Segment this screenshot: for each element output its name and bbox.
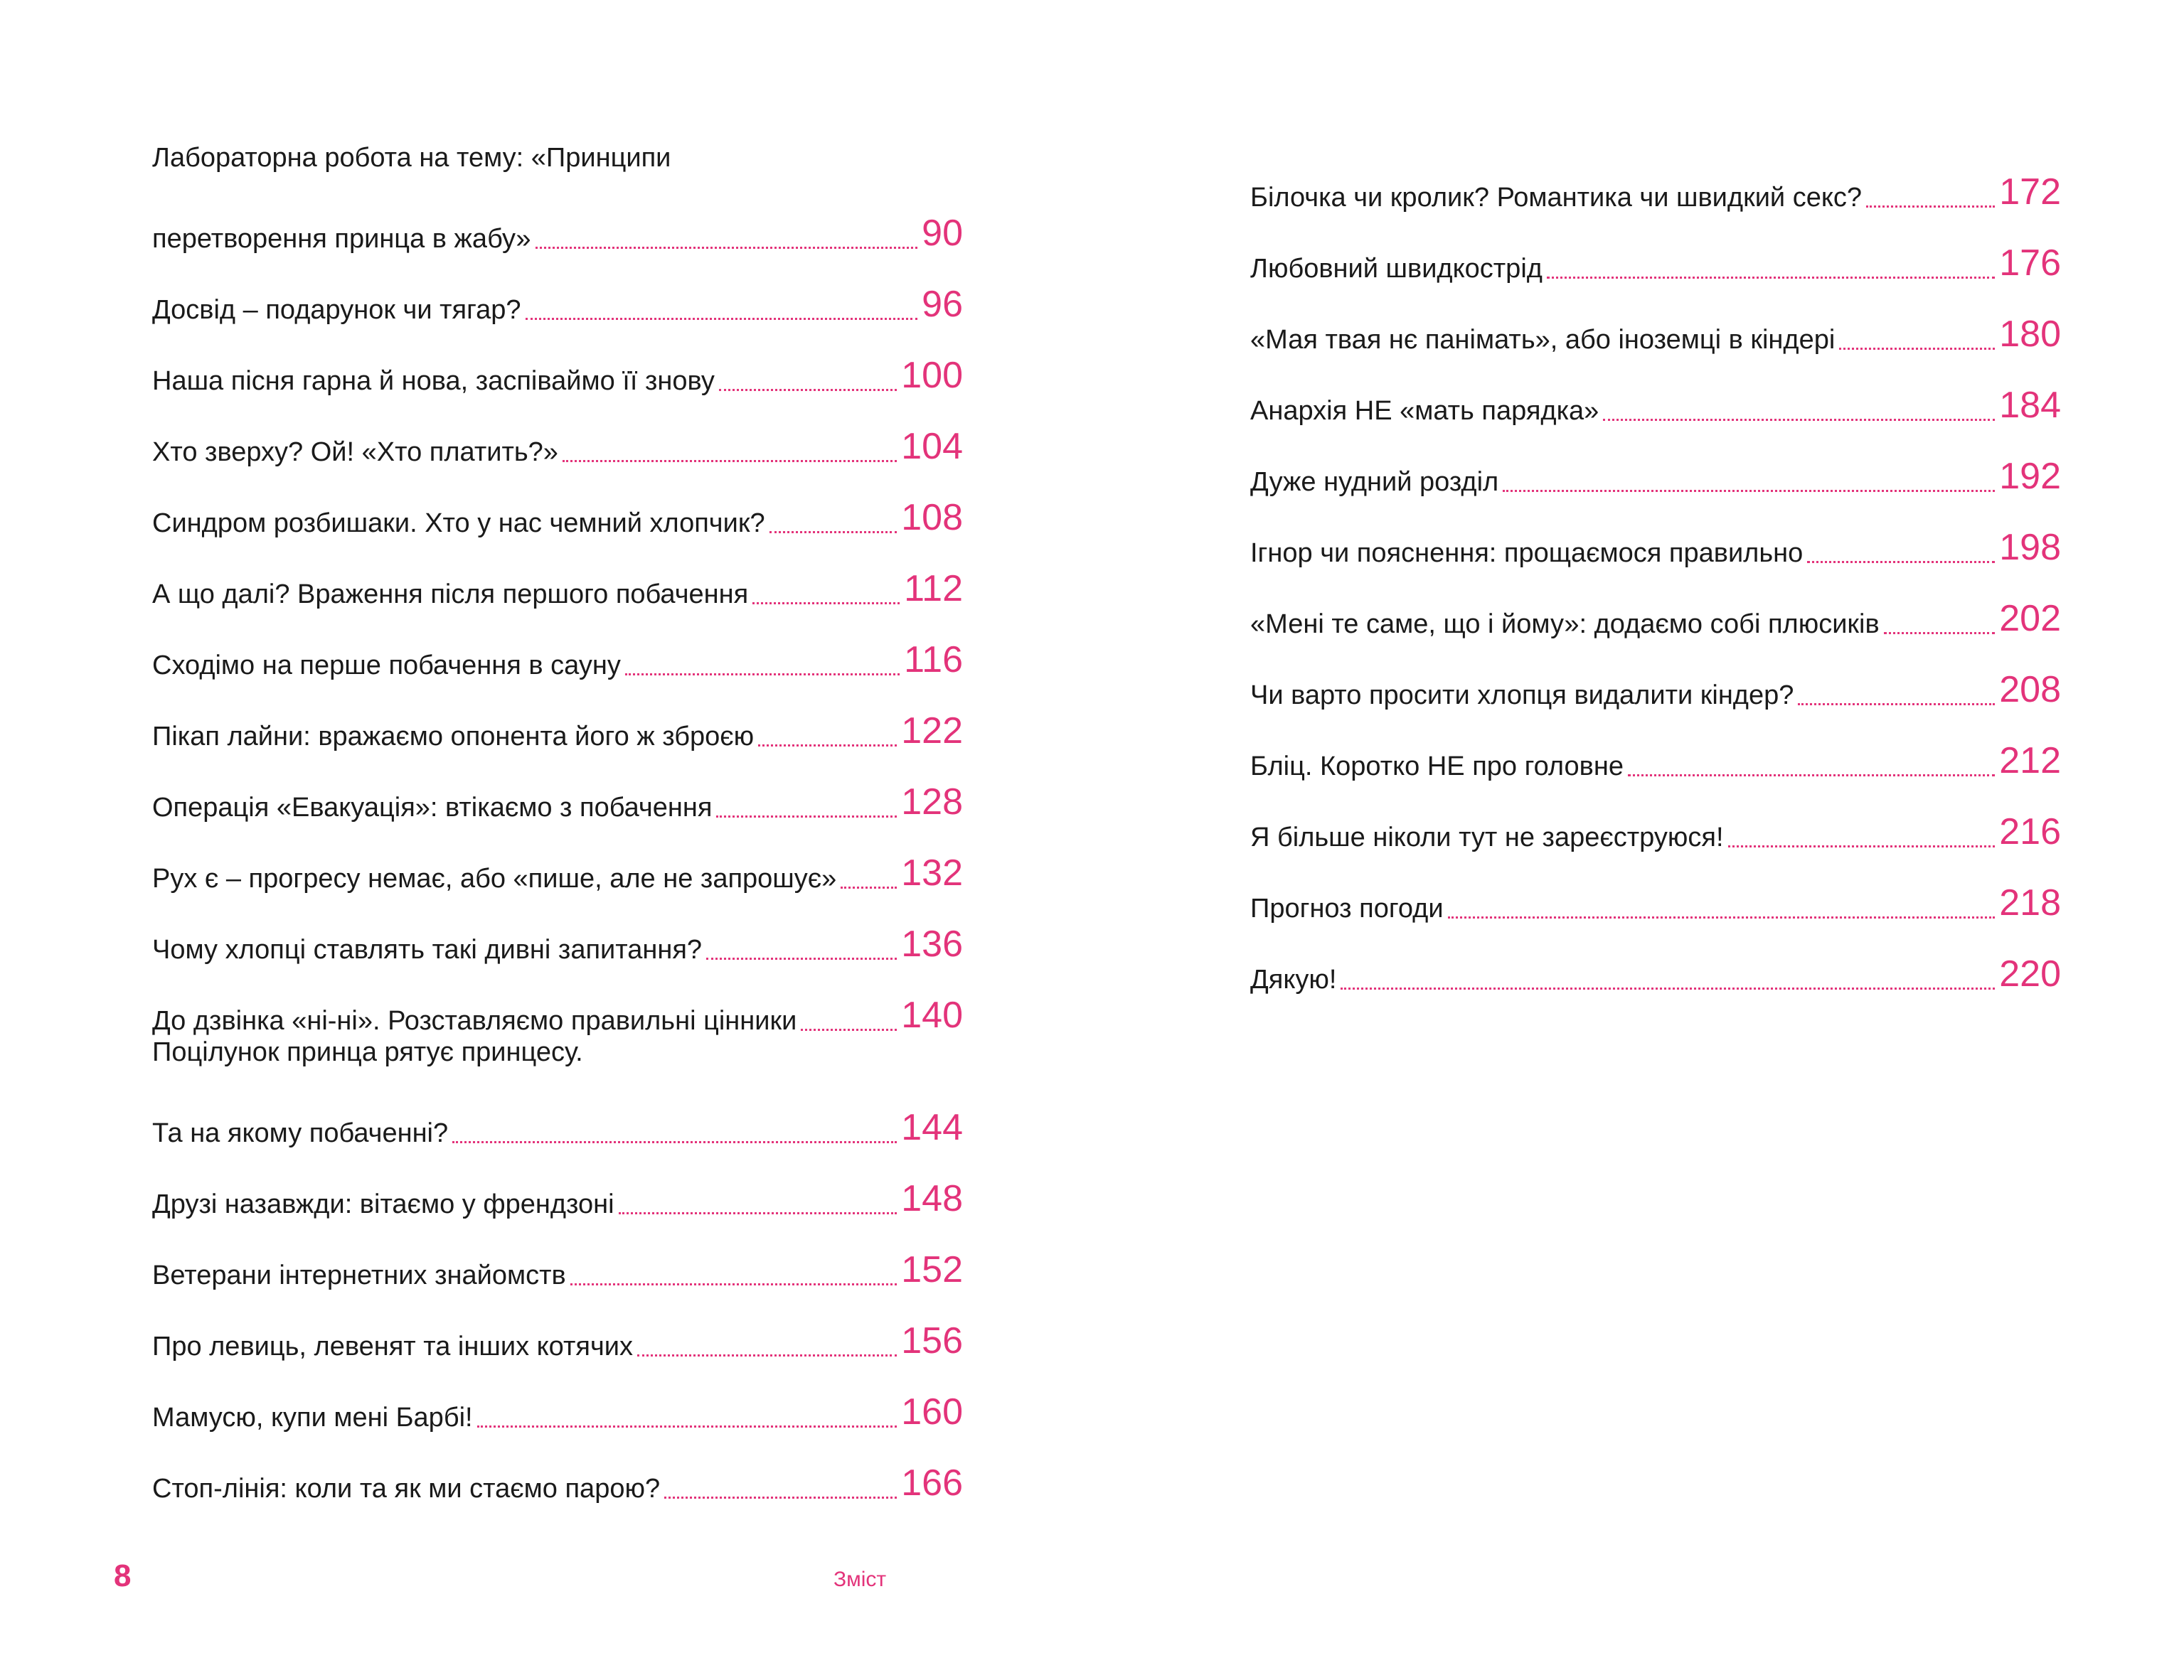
toc-entry[interactable] xyxy=(152,1433,963,1504)
toc-row xyxy=(152,1460,963,1504)
toc-row xyxy=(152,566,963,610)
toc-row xyxy=(152,779,963,823)
toc-entry[interactable] xyxy=(152,752,963,823)
toc-row xyxy=(152,637,963,681)
toc-entry[interactable] xyxy=(1250,853,2061,924)
toc-entry[interactable] xyxy=(152,894,963,965)
toc-entry-title: Я більше ніколи тут не зареєструюся! xyxy=(1250,823,1724,852)
toc-entry-page: 144 xyxy=(901,1107,963,1148)
toc-entry-title: Та на якому побаченні? xyxy=(152,1118,449,1148)
toc-entry-page: 184 xyxy=(1999,385,2061,426)
dotted-leader xyxy=(758,744,897,747)
toc-entry-title: Анархія НЕ «мать парядка» xyxy=(1250,396,1599,426)
toc-entry-title: А що далі? Враження після першого побачення xyxy=(152,579,749,609)
toc-entry-page: 160 xyxy=(901,1391,963,1433)
toc-entry-page: 96 xyxy=(922,284,963,325)
toc-entry-title: Прогноз погоди xyxy=(1250,894,1444,924)
toc-entry-title: Чому хлопці ставлять такі дивні запитання? xyxy=(152,935,703,965)
dotted-leader xyxy=(1866,205,1995,208)
toc-row xyxy=(152,1389,963,1433)
dotted-leader xyxy=(752,602,900,604)
dotted-leader xyxy=(563,460,897,462)
toc-entry-page: 220 xyxy=(1999,953,2061,995)
toc-entry-page: 128 xyxy=(901,781,963,823)
page-number: 8 xyxy=(114,1558,132,1593)
toc-entry[interactable] xyxy=(152,468,963,539)
dotted-leader xyxy=(1503,490,1995,492)
dotted-leader xyxy=(1341,988,1995,990)
toc-entry-page: 176 xyxy=(1999,242,2061,284)
toc-row xyxy=(1250,596,2061,640)
toc-entry-page: 152 xyxy=(901,1249,963,1290)
toc-entry-title: Стоп-лінія: коли та як ми стаємо парою? xyxy=(152,1474,661,1504)
toc-row xyxy=(1250,311,2061,355)
toc-entry-page: 212 xyxy=(1999,740,2061,781)
dotted-leader xyxy=(716,815,897,818)
dotted-leader xyxy=(1547,277,1995,279)
toc-entry-title-line1: Поцілунок принца рятує принцесу. xyxy=(152,1037,583,1067)
toc-row xyxy=(1250,951,2061,995)
toc-entry-page: 218 xyxy=(1999,882,2061,924)
toc-entry[interactable] xyxy=(152,397,963,468)
toc-entry[interactable] xyxy=(152,255,963,326)
toc-column-left xyxy=(152,142,963,1504)
dotted-leader xyxy=(1884,632,1996,634)
toc-row xyxy=(152,495,963,539)
dotted-leader xyxy=(625,673,900,675)
toc-entry-page: 166 xyxy=(901,1462,963,1504)
toc-row xyxy=(1250,240,2061,284)
toc-entry-title: перетворення принца в жабу» xyxy=(152,224,531,254)
toc-row xyxy=(152,353,963,397)
toc-row xyxy=(152,921,963,965)
dotted-leader xyxy=(570,1283,897,1285)
dotted-leader xyxy=(1807,561,1995,563)
toc-entry[interactable] xyxy=(152,1037,963,1149)
toc-entry-title: Рух є – прогресу немає, або «пише, але не запрошує» xyxy=(152,864,837,894)
toc-entry-title: Про левиць, левенят та інших котячих xyxy=(152,1332,633,1361)
running-title: Зміст xyxy=(833,1568,887,1591)
toc-entry-title: Операція «Евакуація»: втікаємо з побачення xyxy=(152,793,713,823)
toc-entry-title: Хто зверху? Ой! «Хто платить?» xyxy=(152,437,558,467)
toc-entry[interactable] xyxy=(152,965,963,1037)
toc-entry-page: 90 xyxy=(922,213,963,254)
toc-entry-page: 180 xyxy=(1999,314,2061,355)
toc-entry-page: 104 xyxy=(901,426,963,467)
dotted-leader xyxy=(1728,845,1996,847)
toc-entry-title: Сходімо на перше побачення в сауну xyxy=(152,651,621,680)
toc-entry-page: 100 xyxy=(901,355,963,396)
dotted-leader xyxy=(526,318,918,320)
toc-entry-page: 108 xyxy=(901,497,963,538)
toc-entry-title: Досвід – подарунок чи тягар? xyxy=(152,295,521,325)
toc-entry[interactable] xyxy=(1250,498,2061,569)
toc-entry-page: 122 xyxy=(901,710,963,751)
dotted-leader xyxy=(1603,419,1995,421)
dotted-leader xyxy=(769,531,897,533)
toc-entry-title: Наша пісня гарна й нова, заспіваймо її знову xyxy=(152,366,715,396)
toc-entry-title: Любовний швидкострід xyxy=(1250,254,1543,284)
dotted-leader xyxy=(719,389,897,391)
toc-entry[interactable] xyxy=(1250,924,2061,995)
toc-row xyxy=(152,210,963,255)
toc-entry-title: Дякую! xyxy=(1250,965,1337,995)
toc-entry-page: 148 xyxy=(901,1178,963,1219)
toc-entry[interactable] xyxy=(1250,782,2061,853)
toc-entry-page: 112 xyxy=(904,568,963,609)
toc-entry[interactable] xyxy=(152,142,963,255)
dotted-leader xyxy=(477,1425,897,1428)
toc-entry-title-line1: Лабораторна робота на тему: «Принципи xyxy=(152,143,671,173)
toc-entry-title: Бліц. Коротко НЕ про головне xyxy=(1250,751,1624,781)
toc-entry-title: Дуже нудний розділ xyxy=(1250,467,1499,497)
toc-entry[interactable] xyxy=(152,1362,963,1433)
dotted-leader xyxy=(664,1497,897,1499)
toc-entry-title: Ігнор чи пояснення: прощаємося правильно xyxy=(1250,538,1804,568)
toc-entry-title: Ветерани інтернетних знайомств xyxy=(152,1261,566,1290)
dotted-leader xyxy=(452,1141,897,1143)
toc-entry-title: Білочка чи кролик? Романтика чи швидкий секс? xyxy=(1250,183,1863,213)
toc-entry[interactable] xyxy=(1250,427,2061,498)
toc-row xyxy=(1250,738,2061,782)
toc-entry-title: Чи варто просити хлопця видалити кіндер? xyxy=(1250,680,1794,710)
dotted-leader xyxy=(1839,348,1995,350)
toc-entry[interactable] xyxy=(1250,213,2061,284)
toc-entry[interactable] xyxy=(1250,142,2061,213)
toc-entry[interactable] xyxy=(1250,711,2061,782)
dotted-leader xyxy=(619,1212,897,1214)
toc-entry-page: 216 xyxy=(1999,811,2061,852)
toc-row xyxy=(1250,382,2061,427)
toc-entry[interactable] xyxy=(152,610,963,681)
toc-entry-title: Пікап лайни: вражаємо опонента його ж зброєю xyxy=(152,722,755,751)
dotted-leader xyxy=(841,887,897,889)
toc-row xyxy=(152,282,963,326)
toc-entry[interactable] xyxy=(152,1149,963,1220)
toc-entry[interactable] xyxy=(152,823,963,894)
dotted-leader xyxy=(637,1354,897,1357)
dotted-leader xyxy=(706,958,897,960)
toc-entry[interactable] xyxy=(152,326,963,397)
toc-entry[interactable] xyxy=(152,681,963,752)
toc-entry-page: 198 xyxy=(1999,527,2061,568)
toc-row xyxy=(152,1105,963,1149)
toc-entry-title: До дзвінка «ні-ні». Розставляємо правильні цінники xyxy=(152,1006,797,1036)
toc-entry-title: «Мая твая нє панімать», або іноземці в кіндері xyxy=(1250,325,1836,355)
toc-entry-page: 140 xyxy=(901,995,963,1036)
toc-row xyxy=(152,1176,963,1220)
toc-row xyxy=(152,993,963,1037)
toc-entry-page: 136 xyxy=(901,924,963,965)
toc-column-right xyxy=(1250,142,2061,995)
toc-entry[interactable] xyxy=(152,1220,963,1291)
toc-row xyxy=(1250,880,2061,924)
toc-row xyxy=(152,424,963,468)
toc-row xyxy=(1250,525,2061,569)
toc-row xyxy=(1250,169,2061,213)
toc-entry-title: «Мені те саме, що і йому»: додаємо собі плюсиків xyxy=(1250,609,1880,639)
toc-entry-page: 132 xyxy=(901,852,963,894)
toc-row xyxy=(152,1247,963,1291)
toc-entry-page: 202 xyxy=(1999,598,2061,639)
toc-entry-page: 208 xyxy=(1999,669,2061,710)
toc-row xyxy=(152,708,963,752)
toc-row xyxy=(1250,667,2061,711)
toc-entry-title: Синдром розбишаки. Хто у нас чемний хлопчик? xyxy=(152,508,765,538)
toc-entry-title: Мамусю, купи мені Барбі! xyxy=(152,1403,473,1433)
toc-entry[interactable] xyxy=(1250,355,2061,427)
toc-row xyxy=(152,1318,963,1362)
dotted-leader xyxy=(801,1029,897,1031)
dotted-leader xyxy=(1628,774,1995,776)
toc-row xyxy=(1250,809,2061,853)
toc-entry[interactable] xyxy=(152,1291,963,1362)
toc-row xyxy=(152,850,963,894)
toc-entry[interactable] xyxy=(1250,640,2061,711)
toc-entry-page: 192 xyxy=(1999,456,2061,497)
toc-entry-page: 172 xyxy=(1999,171,2061,213)
toc-entry-title: Друзі назавжди: вітаємо у френдзоні xyxy=(152,1189,614,1219)
toc-entry-page: 156 xyxy=(901,1320,963,1361)
toc-entry[interactable] xyxy=(1250,284,2061,355)
toc-entry[interactable] xyxy=(1250,569,2061,640)
toc-entry[interactable] xyxy=(152,539,963,610)
toc-entry-page: 116 xyxy=(904,639,963,680)
dotted-leader xyxy=(536,247,918,249)
toc-row xyxy=(1250,454,2061,498)
dotted-leader xyxy=(1448,916,1996,919)
dotted-leader xyxy=(1798,703,1995,705)
